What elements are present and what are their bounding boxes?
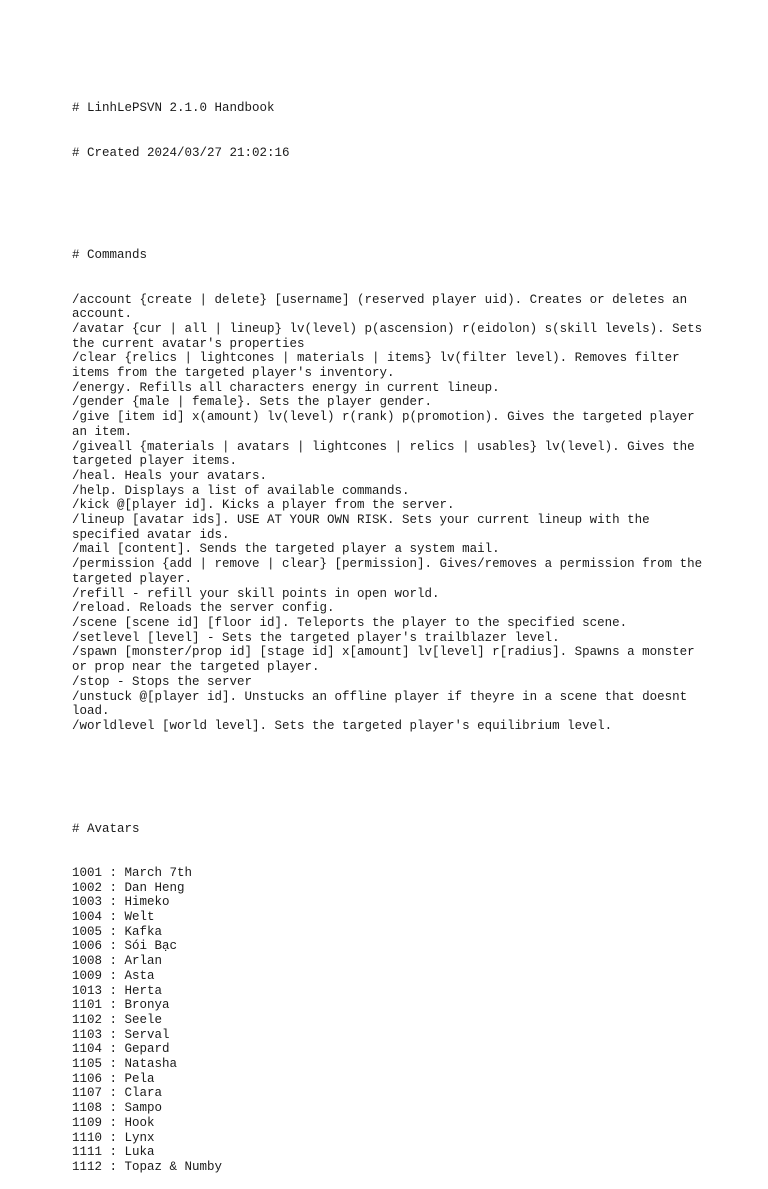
command-entry: /refill - refill your skill points in open world. [72, 586, 440, 601]
command-entry: /giveall {materials | avatars | lightcones | relics | usables} lv(level). Gives the targeted player items. [72, 439, 703, 469]
avatar-entry: 1107 : Clara [72, 1086, 163, 1101]
command-entry: /setlevel [level] - Sets the targeted player's trailblazer level. [72, 630, 560, 645]
avatar-entry: 1111 : Luka [72, 1145, 155, 1160]
avatar-entry: 1008 : Arlan [72, 954, 163, 969]
spacer [72, 190, 712, 219]
command-entry: /avatar {cur | all | lineup} lv(level) p(ascension) r(eidolon) s(skill levels). Sets the current avatar's properties [72, 321, 710, 351]
avatar-entry: 1106 : Pela [72, 1071, 155, 1086]
avatar-entry: 1112 : Topaz & Numby [72, 1160, 223, 1174]
command-entry: /stop - Stops the server [72, 674, 253, 689]
avatar-entry: 1004 : Welt [72, 910, 155, 925]
spacer [72, 763, 712, 792]
command-entry: /gender {male | female}. Sets the player gender. [72, 395, 433, 410]
avatar-entry: 1002 : Dan Heng [72, 880, 185, 895]
avatar-entry: 1006 : Sói Bạc [72, 939, 178, 954]
commands-heading: # Commands [72, 248, 148, 263]
avatar-entry: 1104 : Gepard [72, 1042, 170, 1057]
avatar-entry: 1001 : March 7th [72, 865, 193, 880]
avatar-entry: 1101 : Bronya [72, 998, 170, 1013]
command-entry: /energy. Refills all characters energy in current lineup. [72, 380, 500, 395]
document-title: # LinhLePSVN 2.1.0 Handbook [72, 101, 275, 116]
avatar-entry: 1103 : Serval [72, 1027, 170, 1042]
command-entry: /help. Displays a list of available commands. [72, 483, 410, 498]
command-entry: /permission {add | remove | clear} [permission]. Gives/removes a permission from the targeted player. [72, 557, 710, 586]
avatars-list [72, 866, 712, 1175]
avatar-entry: 1108 : Sampo [72, 1101, 163, 1116]
command-entry: /lineup [avatar ids]. USE AT YOUR OWN RISK. Sets your current lineup with the specified avatar ids. [72, 513, 658, 542]
command-entry: /give [item id] x(amount) lv(level) r(rank) p(promotion). Gives the targeted player an item. [72, 410, 703, 439]
avatar-entry: 1013 : Herta [72, 983, 163, 998]
avatars-heading: # Avatars [72, 821, 140, 836]
avatar-entry: 1009 : Asta [72, 968, 155, 983]
avatar-entry: 1005 : Kafka [72, 924, 163, 939]
command-entry: /reload. Reloads the server config. [72, 601, 335, 616]
command-entry: /mail [content]. Sends the targeted player a system mail. [72, 542, 500, 557]
avatar-entry: 1102 : Seele [72, 1012, 163, 1027]
command-entry: /worldlevel [world level]. Sets the targeted player's equilibrium level. [72, 718, 613, 733]
command-entry: /unstuck @[player id]. Unstucks an offline player if theyre in a scene that doesnt load. [72, 689, 695, 719]
document-created-date: # Created 2024/03/27 21:02:16 [72, 145, 290, 160]
command-entry: /account {create | delete} [username] (reserved player uid). Creates or deletes an account. [72, 292, 695, 322]
commands-list [72, 293, 712, 734]
avatar-entry: 1109 : Hook [72, 1115, 155, 1130]
avatar-entry: 1003 : Himeko [72, 895, 170, 910]
command-entry: /scene [scene id] [floor id]. Teleports the player to the specified scene. [72, 616, 628, 630]
command-entry: /clear {relics | lightcones | materials | items} lv(filter level). Removes filter items from the targeted player's inventory. [72, 351, 688, 381]
command-entry: /spawn [monster/prop id] [stage id] x[amount] lv[level] r[radius]. Spawns a monster or prop near the targeted player. [72, 645, 703, 675]
handbook-document [72, 72, 712, 1189]
avatar-entry: 1110 : Lynx [72, 1130, 155, 1145]
avatar-entry: 1105 : Natasha [72, 1057, 178, 1072]
command-entry: /heal. Heals your avatars. [72, 468, 268, 483]
command-entry: /kick @[player id]. Kicks a player from the server. [72, 498, 455, 513]
